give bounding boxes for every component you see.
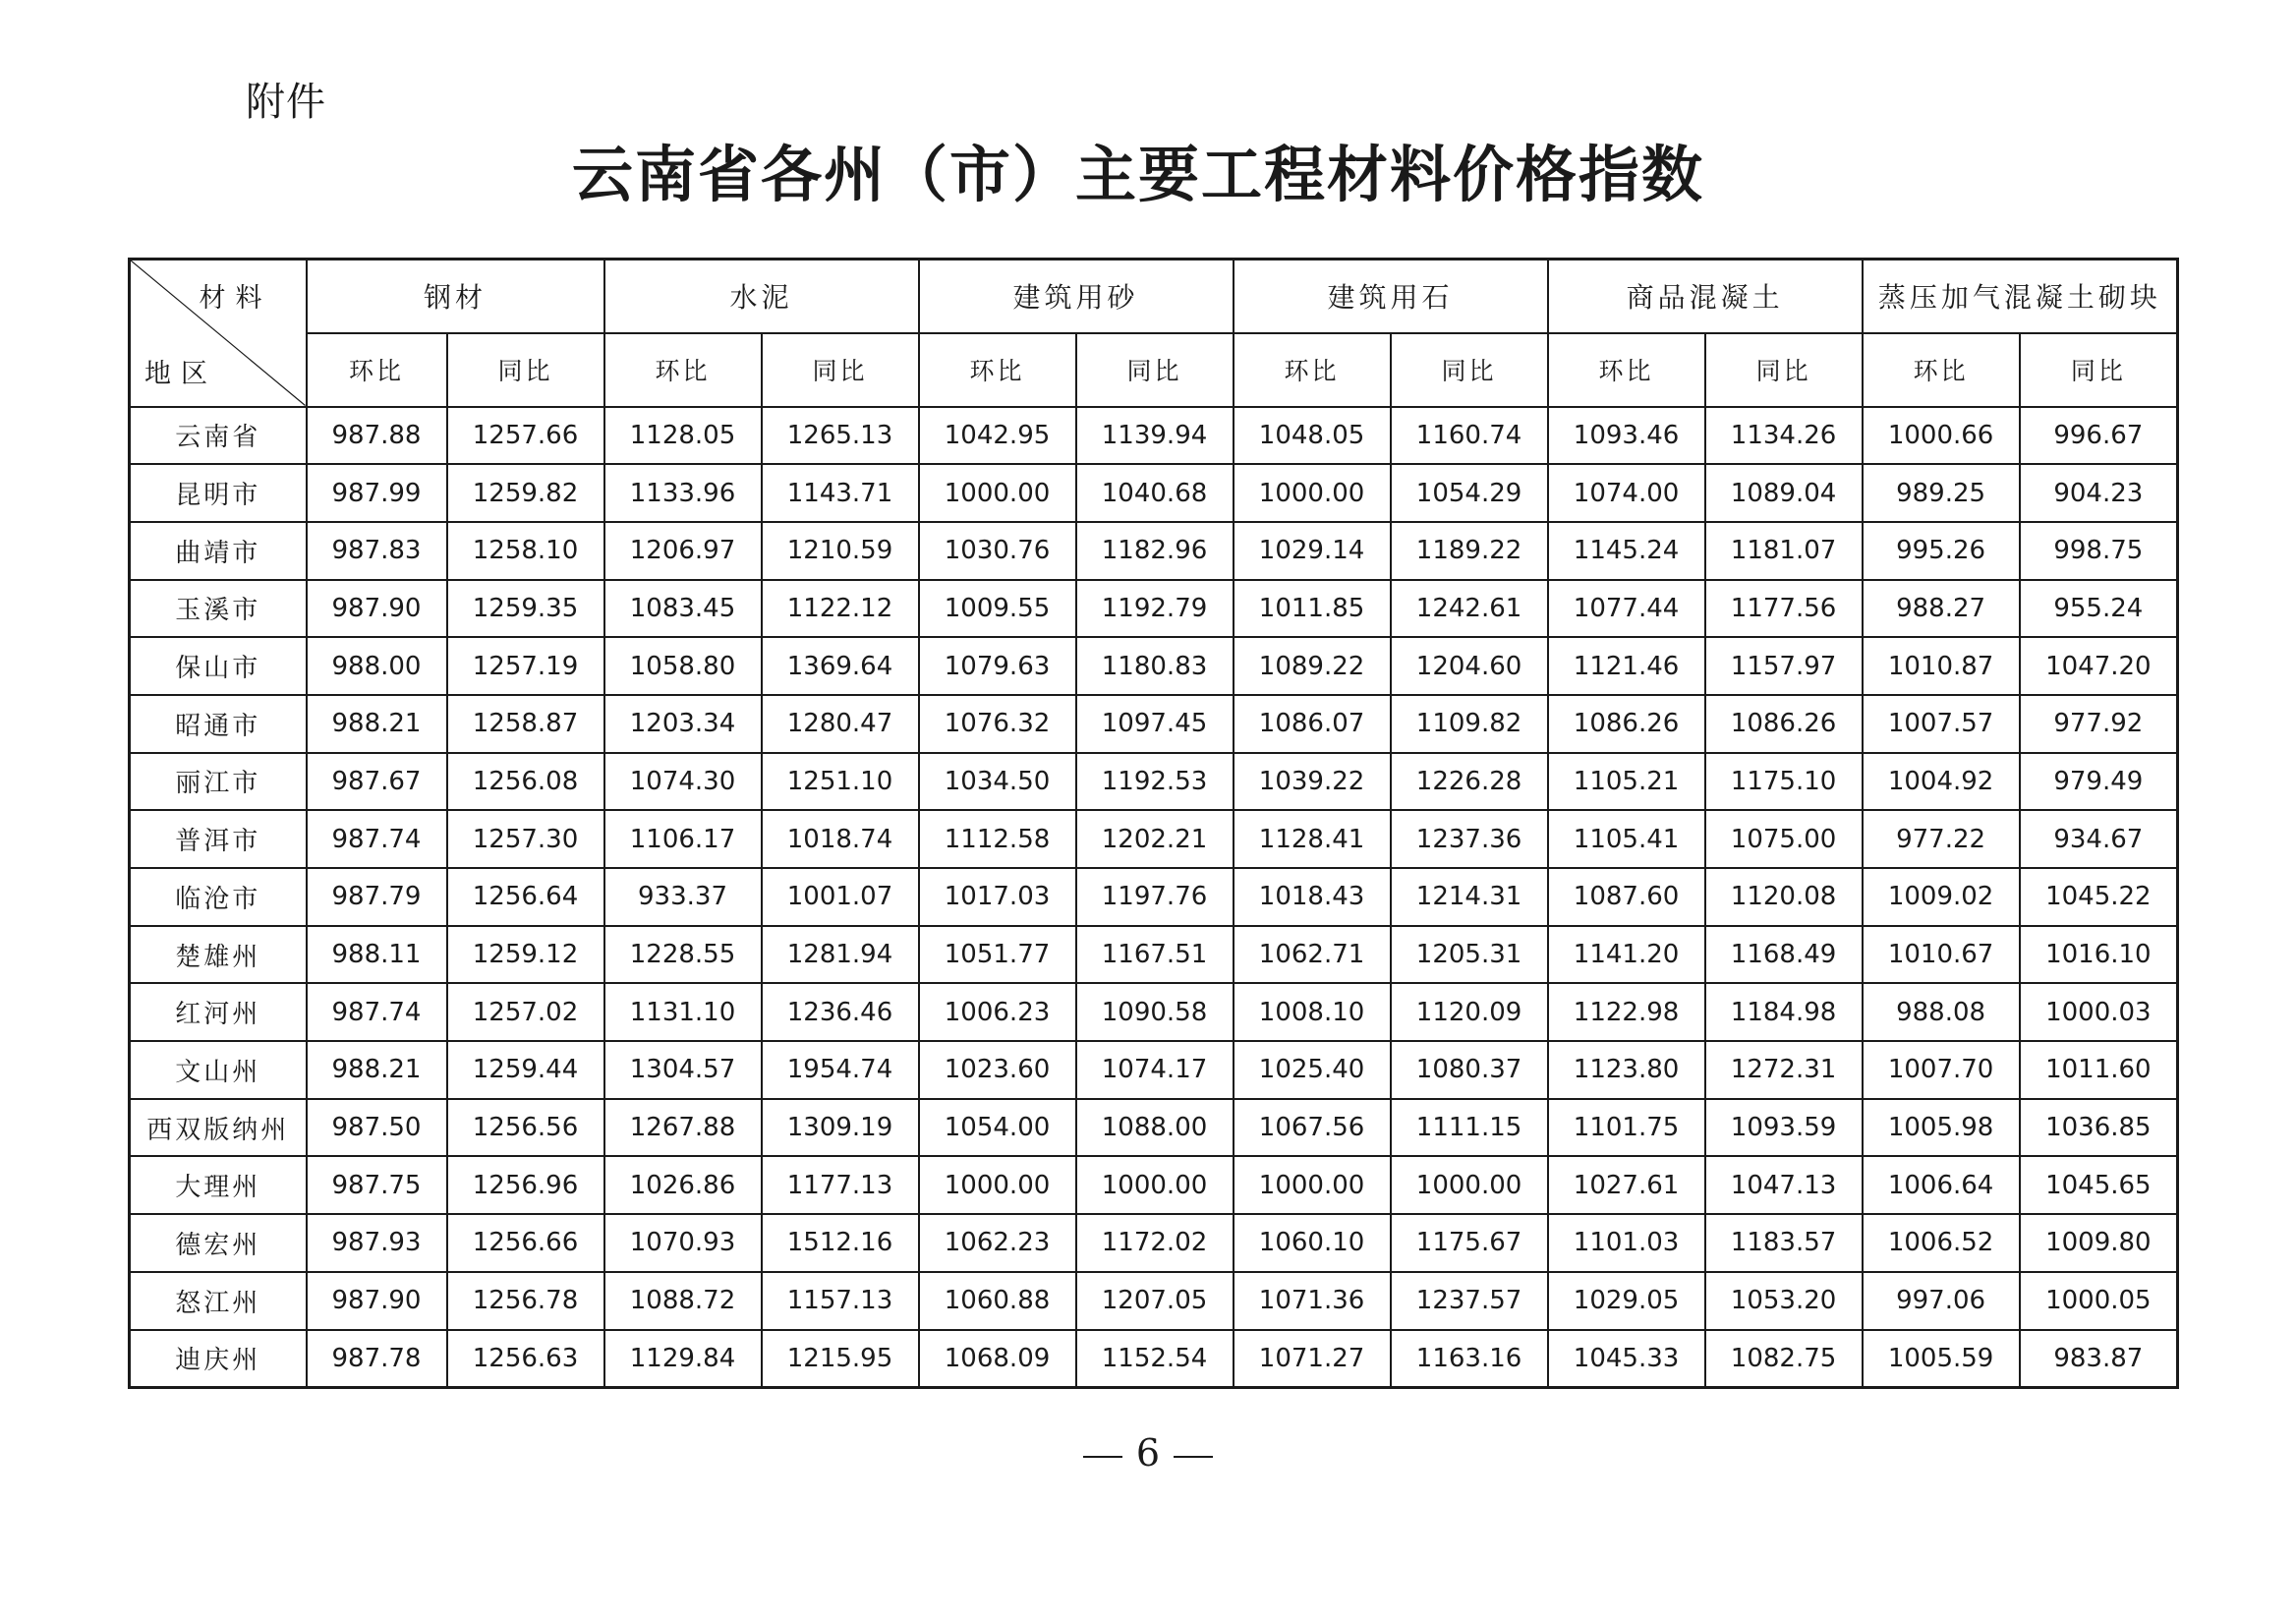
mom-value-cell: 1023.60 (919, 1041, 1076, 1099)
mom-value-cell: 1051.77 (919, 926, 1076, 984)
yoy-value-cell: 996.67 (2020, 407, 2178, 465)
yoy-value-cell: 1257.30 (447, 810, 604, 868)
yoy-value-cell: 1090.58 (1076, 983, 1234, 1041)
yoy-value-cell: 1192.53 (1076, 753, 1234, 811)
mom-value-cell: 1074.30 (604, 753, 762, 811)
mom-value-cell: 987.90 (307, 1272, 447, 1330)
document-title (0, 126, 2296, 213)
material-header-cement: 水泥 (604, 260, 919, 333)
yoy-value-cell: 1256.56 (447, 1099, 604, 1157)
material-header-stone: 建筑用石 (1234, 260, 1548, 333)
mom-value-cell: 997.06 (1863, 1272, 2020, 1330)
region-cell: 普洱市 (130, 810, 307, 868)
mom-value-cell: 1000.66 (1863, 407, 2020, 465)
mom-value-cell: 1088.72 (604, 1272, 762, 1330)
yoy-value-cell: 1256.66 (447, 1214, 604, 1272)
corner-material-label: 材料 (199, 283, 272, 314)
mom-value-cell: 1122.98 (1548, 983, 1705, 1041)
yoy-value-cell: 1088.00 (1076, 1099, 1234, 1157)
material-header-aerated-block: 蒸压加气混凝土砌块 (1863, 260, 2178, 333)
yoy-value-cell: 1256.64 (447, 868, 604, 926)
sub-header-yoy: 同比 (2020, 333, 2178, 407)
yoy-value-cell: 1237.36 (1391, 810, 1548, 868)
mom-value-cell: 1017.03 (919, 868, 1076, 926)
mom-value-cell: 1121.46 (1548, 637, 1705, 695)
price-index-table (128, 258, 2179, 1389)
mom-value-cell: 1011.85 (1234, 580, 1391, 638)
mom-value-cell: 1133.96 (604, 464, 762, 522)
sub-header-mom: 环比 (1234, 333, 1391, 407)
yoy-value-cell: 1236.46 (762, 983, 919, 1041)
yoy-value-cell: 1093.59 (1705, 1099, 1863, 1157)
yoy-value-cell: 1175.10 (1705, 753, 1863, 811)
yoy-value-cell: 1160.74 (1391, 407, 1548, 465)
yoy-value-cell: 1215.95 (762, 1330, 919, 1388)
mom-value-cell: 987.88 (307, 407, 447, 465)
region-cell: 怒江州 (130, 1272, 307, 1330)
yoy-value-cell: 1192.79 (1076, 580, 1234, 638)
mom-value-cell: 1000.00 (1234, 1156, 1391, 1214)
mom-value-cell: 1010.87 (1863, 637, 2020, 695)
yoy-value-cell: 1009.80 (2020, 1214, 2178, 1272)
yoy-value-cell: 1183.57 (1705, 1214, 1863, 1272)
mom-value-cell: 1039.22 (1234, 753, 1391, 811)
table-row (130, 637, 2178, 695)
mom-value-cell: 1010.67 (1863, 926, 2020, 984)
yoy-value-cell: 1047.13 (1705, 1156, 1863, 1214)
table-row (130, 1330, 2178, 1388)
region-cell: 保山市 (130, 637, 307, 695)
yoy-value-cell: 1256.96 (447, 1156, 604, 1214)
yoy-value-cell: 1258.10 (447, 522, 604, 580)
yoy-value-cell: 1074.17 (1076, 1041, 1234, 1099)
mom-value-cell: 987.74 (307, 983, 447, 1041)
mom-value-cell: 1068.09 (919, 1330, 1076, 1388)
table-row (130, 983, 2178, 1041)
region-cell: 德宏州 (130, 1214, 307, 1272)
table-row (130, 753, 2178, 811)
yoy-value-cell: 1016.10 (2020, 926, 2178, 984)
yoy-value-cell: 977.92 (2020, 695, 2178, 753)
yoy-value-cell: 1182.96 (1076, 522, 1234, 580)
yoy-value-cell: 1257.02 (447, 983, 604, 1041)
yoy-value-cell: 1280.47 (762, 695, 919, 753)
yoy-value-cell: 934.67 (2020, 810, 2178, 868)
mom-value-cell: 1042.95 (919, 407, 1076, 465)
mom-value-cell: 1060.88 (919, 1272, 1076, 1330)
region-cell: 丽江市 (130, 753, 307, 811)
yoy-value-cell: 1175.67 (1391, 1214, 1548, 1272)
corner-region-label: 地区 (144, 358, 217, 389)
yoy-value-cell: 1001.07 (762, 868, 919, 926)
mom-value-cell: 1105.21 (1548, 753, 1705, 811)
mom-value-cell: 1026.86 (604, 1156, 762, 1214)
mom-value-cell: 1054.00 (919, 1099, 1076, 1157)
mom-value-cell: 1027.61 (1548, 1156, 1705, 1214)
yoy-value-cell: 1122.12 (762, 580, 919, 638)
mom-value-cell: 987.93 (307, 1214, 447, 1272)
mom-value-cell: 987.50 (307, 1099, 447, 1157)
table-row (130, 926, 2178, 984)
yoy-value-cell: 1000.03 (2020, 983, 2178, 1041)
mom-value-cell: 1025.40 (1234, 1041, 1391, 1099)
region-cell: 曲靖市 (130, 522, 307, 580)
yoy-value-cell: 983.87 (2020, 1330, 2178, 1388)
yoy-value-cell: 1237.57 (1391, 1272, 1548, 1330)
yoy-value-cell: 1256.78 (447, 1272, 604, 1330)
mom-value-cell: 1074.00 (1548, 464, 1705, 522)
table-row (130, 580, 2178, 638)
mom-value-cell: 1018.43 (1234, 868, 1391, 926)
mom-value-cell: 1071.36 (1234, 1272, 1391, 1330)
yoy-value-cell: 1189.22 (1391, 522, 1548, 580)
yoy-value-cell: 1369.64 (762, 637, 919, 695)
sub-header-yoy: 同比 (762, 333, 919, 407)
yoy-value-cell: 1167.51 (1076, 926, 1234, 984)
yoy-value-cell: 1111.15 (1391, 1099, 1548, 1157)
footer-dash-left (1083, 1456, 1122, 1458)
yoy-value-cell: 1172.02 (1076, 1214, 1234, 1272)
sub-header-mom: 环比 (1863, 333, 2020, 407)
yoy-value-cell: 1207.05 (1076, 1272, 1234, 1330)
sub-header-row (130, 333, 2178, 407)
region-cell: 迪庆州 (130, 1330, 307, 1388)
yoy-value-cell: 1000.00 (1391, 1156, 1548, 1214)
yoy-value-cell: 1120.08 (1705, 868, 1863, 926)
yoy-value-cell: 1143.71 (762, 464, 919, 522)
material-header-steel: 钢材 (307, 260, 604, 333)
yoy-value-cell: 1256.08 (447, 753, 604, 811)
mom-value-cell: 1000.00 (919, 1156, 1076, 1214)
mom-value-cell: 1005.98 (1863, 1099, 2020, 1157)
sub-header-yoy: 同比 (447, 333, 604, 407)
yoy-value-cell: 1512.16 (762, 1214, 919, 1272)
yoy-value-cell: 1184.98 (1705, 983, 1863, 1041)
sub-header-mom: 环比 (919, 333, 1076, 407)
mom-value-cell: 1062.71 (1234, 926, 1391, 984)
mom-value-cell: 1004.92 (1863, 753, 2020, 811)
yoy-value-cell: 1257.66 (447, 407, 604, 465)
mom-value-cell: 988.27 (1863, 580, 2020, 638)
yoy-value-cell: 1011.60 (2020, 1041, 2178, 1099)
mom-value-cell: 1076.32 (919, 695, 1076, 753)
yoy-value-cell: 1309.19 (762, 1099, 919, 1157)
mom-value-cell: 1048.05 (1234, 407, 1391, 465)
yoy-value-cell: 1281.94 (762, 926, 919, 984)
mom-value-cell: 987.67 (307, 753, 447, 811)
mom-value-cell: 1058.80 (604, 637, 762, 695)
yoy-value-cell: 1257.19 (447, 637, 604, 695)
sub-header-mom: 环比 (604, 333, 762, 407)
mom-value-cell: 1101.75 (1548, 1099, 1705, 1157)
mom-value-cell: 1083.45 (604, 580, 762, 638)
mom-value-cell: 1034.50 (919, 753, 1076, 811)
mom-value-cell: 1029.14 (1234, 522, 1391, 580)
yoy-value-cell: 1000.00 (1076, 1156, 1234, 1214)
mom-value-cell: 977.22 (1863, 810, 2020, 868)
region-cell: 昆明市 (130, 464, 307, 522)
yoy-value-cell: 1177.13 (762, 1156, 919, 1214)
yoy-value-cell: 1163.16 (1391, 1330, 1548, 1388)
mom-value-cell: 1128.41 (1234, 810, 1391, 868)
mom-value-cell: 987.79 (307, 868, 447, 926)
mom-value-cell: 987.99 (307, 464, 447, 522)
yoy-value-cell: 1177.56 (1705, 580, 1863, 638)
corner-header-cell (130, 260, 307, 407)
yoy-value-cell: 1259.82 (447, 464, 604, 522)
mom-value-cell: 1062.23 (919, 1214, 1076, 1272)
yoy-value-cell: 1181.07 (1705, 522, 1863, 580)
document-title-text: 云南省各州（市）主要工程材料价格指数 (571, 139, 1704, 210)
yoy-value-cell: 1045.22 (2020, 868, 2178, 926)
yoy-value-cell: 1954.74 (762, 1041, 919, 1099)
mom-value-cell: 1070.93 (604, 1214, 762, 1272)
yoy-value-cell: 1134.26 (1705, 407, 1863, 465)
mom-value-cell: 1101.03 (1548, 1214, 1705, 1272)
mom-value-cell: 1086.07 (1234, 695, 1391, 753)
mom-value-cell: 1007.70 (1863, 1041, 2020, 1099)
region-cell: 昭通市 (130, 695, 307, 753)
mom-value-cell: 1128.05 (604, 407, 762, 465)
mom-value-cell: 1105.41 (1548, 810, 1705, 868)
region-cell: 云南省 (130, 407, 307, 465)
table-row (130, 1214, 2178, 1272)
yoy-value-cell: 1205.31 (1391, 926, 1548, 984)
mom-value-cell: 1228.55 (604, 926, 762, 984)
mom-value-cell: 1029.05 (1548, 1272, 1705, 1330)
region-cell: 临沧市 (130, 868, 307, 926)
mom-value-cell: 1087.60 (1548, 868, 1705, 926)
table-row (130, 464, 2178, 522)
mom-value-cell: 1000.00 (1234, 464, 1391, 522)
sub-header-yoy: 同比 (1705, 333, 1863, 407)
mom-value-cell: 1131.10 (604, 983, 762, 1041)
mom-value-cell: 1304.57 (604, 1041, 762, 1099)
mom-value-cell: 1112.58 (919, 810, 1076, 868)
yoy-value-cell: 1251.10 (762, 753, 919, 811)
yoy-value-cell: 1080.37 (1391, 1041, 1548, 1099)
yoy-value-cell: 1265.13 (762, 407, 919, 465)
mom-value-cell: 1079.63 (919, 637, 1076, 695)
yoy-value-cell: 955.24 (2020, 580, 2178, 638)
yoy-value-cell: 1168.49 (1705, 926, 1863, 984)
yoy-value-cell: 1180.83 (1076, 637, 1234, 695)
yoy-value-cell: 979.49 (2020, 753, 2178, 811)
mom-value-cell: 1009.02 (1863, 868, 2020, 926)
mom-value-cell: 987.78 (307, 1330, 447, 1388)
region-cell: 西双版纳州 (130, 1099, 307, 1157)
region-cell: 大理州 (130, 1156, 307, 1214)
mom-value-cell: 1203.34 (604, 695, 762, 753)
yoy-value-cell: 1256.63 (447, 1330, 604, 1388)
table-row (130, 810, 2178, 868)
region-cell: 红河州 (130, 983, 307, 1041)
footer-dash-right (1174, 1456, 1213, 1458)
yoy-value-cell: 1152.54 (1076, 1330, 1234, 1388)
table-row (130, 1156, 2178, 1214)
mom-value-cell: 1006.23 (919, 983, 1076, 1041)
mom-value-cell: 1129.84 (604, 1330, 762, 1388)
yoy-value-cell: 1082.75 (1705, 1330, 1863, 1388)
material-header-concrete: 商品混凝土 (1548, 260, 1863, 333)
yoy-value-cell: 1226.28 (1391, 753, 1548, 811)
sub-header-yoy: 同比 (1391, 333, 1548, 407)
yoy-value-cell: 1272.31 (1705, 1041, 1863, 1099)
mom-value-cell: 988.08 (1863, 983, 2020, 1041)
table-row (130, 695, 2178, 753)
mom-value-cell: 988.21 (307, 1041, 447, 1099)
mom-value-cell: 1006.52 (1863, 1214, 2020, 1272)
yoy-value-cell: 1157.13 (762, 1272, 919, 1330)
page-number: 6 (1135, 1431, 1161, 1475)
mom-value-cell: 987.74 (307, 810, 447, 868)
region-cell: 玉溪市 (130, 580, 307, 638)
page-footer (0, 1431, 2296, 1475)
mom-value-cell: 1030.76 (919, 522, 1076, 580)
mom-value-cell: 933.37 (604, 868, 762, 926)
yoy-value-cell: 904.23 (2020, 464, 2178, 522)
mom-value-cell: 1141.20 (1548, 926, 1705, 984)
yoy-value-cell: 1086.26 (1705, 695, 1863, 753)
mom-value-cell: 1086.26 (1548, 695, 1705, 753)
yoy-value-cell: 1242.61 (1391, 580, 1548, 638)
mom-value-cell: 989.25 (1863, 464, 2020, 522)
table-row (130, 868, 2178, 926)
mom-value-cell: 1145.24 (1548, 522, 1705, 580)
yoy-value-cell: 1089.04 (1705, 464, 1863, 522)
yoy-value-cell: 1053.20 (1705, 1272, 1863, 1330)
yoy-value-cell: 1097.45 (1076, 695, 1234, 753)
material-header-row (130, 260, 2178, 333)
table-body (130, 407, 2178, 1388)
mom-value-cell: 988.11 (307, 926, 447, 984)
sub-header-yoy: 同比 (1076, 333, 1234, 407)
mom-value-cell: 1077.44 (1548, 580, 1705, 638)
yoy-value-cell: 1036.85 (2020, 1099, 2178, 1157)
mom-value-cell: 1060.10 (1234, 1214, 1391, 1272)
mom-value-cell: 1005.59 (1863, 1330, 2020, 1388)
yoy-value-cell: 1109.82 (1391, 695, 1548, 753)
yoy-value-cell: 1210.59 (762, 522, 919, 580)
mom-value-cell: 1089.22 (1234, 637, 1391, 695)
mom-value-cell: 988.00 (307, 637, 447, 695)
region-cell: 楚雄州 (130, 926, 307, 984)
mom-value-cell: 1006.64 (1863, 1156, 2020, 1214)
yoy-value-cell: 1258.87 (447, 695, 604, 753)
mom-value-cell: 1008.10 (1234, 983, 1391, 1041)
mom-value-cell: 1206.97 (604, 522, 762, 580)
yoy-value-cell: 1259.12 (447, 926, 604, 984)
table-row (130, 407, 2178, 465)
yoy-value-cell: 1040.68 (1076, 464, 1234, 522)
yoy-value-cell: 1120.09 (1391, 983, 1548, 1041)
region-cell: 文山州 (130, 1041, 307, 1099)
mom-value-cell: 1007.57 (1863, 695, 2020, 753)
table-row (130, 1099, 2178, 1157)
mom-value-cell: 1123.80 (1548, 1041, 1705, 1099)
yoy-value-cell: 1197.76 (1076, 868, 1234, 926)
mom-value-cell: 1000.00 (919, 464, 1076, 522)
yoy-value-cell: 1214.31 (1391, 868, 1548, 926)
yoy-value-cell: 1259.44 (447, 1041, 604, 1099)
yoy-value-cell: 1204.60 (1391, 637, 1548, 695)
material-header-sand: 建筑用砂 (919, 260, 1234, 333)
yoy-value-cell: 1259.35 (447, 580, 604, 638)
yoy-value-cell: 1054.29 (1391, 464, 1548, 522)
yoy-value-cell: 1045.65 (2020, 1156, 2178, 1214)
yoy-value-cell: 1075.00 (1705, 810, 1863, 868)
mom-value-cell: 988.21 (307, 695, 447, 753)
mom-value-cell: 1106.17 (604, 810, 762, 868)
table-row (130, 1272, 2178, 1330)
yoy-value-cell: 1202.21 (1076, 810, 1234, 868)
sub-header-mom: 环比 (1548, 333, 1705, 407)
yoy-value-cell: 1018.74 (762, 810, 919, 868)
mom-value-cell: 1071.27 (1234, 1330, 1391, 1388)
yoy-value-cell: 998.75 (2020, 522, 2178, 580)
mom-value-cell: 1067.56 (1234, 1099, 1391, 1157)
table-row (130, 1041, 2178, 1099)
yoy-value-cell: 1047.20 (2020, 637, 2178, 695)
yoy-value-cell: 1157.97 (1705, 637, 1863, 695)
mom-value-cell: 987.90 (307, 580, 447, 638)
mom-value-cell: 1093.46 (1548, 407, 1705, 465)
mom-value-cell: 1045.33 (1548, 1330, 1705, 1388)
mom-value-cell: 987.75 (307, 1156, 447, 1214)
mom-value-cell: 987.83 (307, 522, 447, 580)
mom-value-cell: 1009.55 (919, 580, 1076, 638)
mom-value-cell: 995.26 (1863, 522, 2020, 580)
sub-header-mom: 环比 (307, 333, 447, 407)
mom-value-cell: 1267.88 (604, 1099, 762, 1157)
yoy-value-cell: 1000.05 (2020, 1272, 2178, 1330)
table-row (130, 522, 2178, 580)
attachment-label: 附件 (246, 80, 326, 125)
yoy-value-cell: 1139.94 (1076, 407, 1234, 465)
